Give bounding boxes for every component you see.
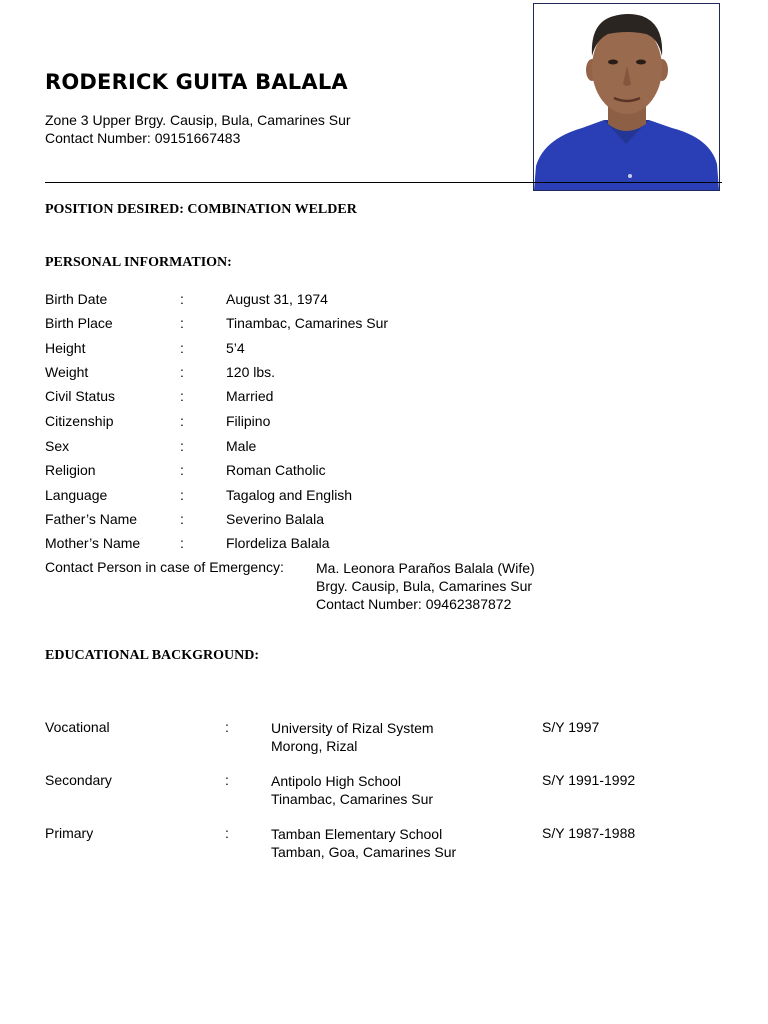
field-value: Filipino [226, 413, 271, 429]
personal-information-heading: PERSONAL INFORMATION: [45, 255, 232, 270]
header-divider [45, 182, 722, 183]
school-info [271, 719, 434, 755]
field-value: Flordeliza Balala [226, 535, 330, 551]
field-value: Roman Catholic [226, 462, 326, 478]
personal-row [0, 438, 768, 458]
field-separator: : [180, 462, 184, 478]
applicant-address: Zone 3 Upper Brgy. Causip, Bula, Camarines Sur [45, 112, 351, 128]
field-label: Mother’s Name [45, 535, 141, 551]
personal-row [0, 364, 768, 384]
school-location: Morong, Rizal [271, 738, 358, 754]
personal-row [0, 315, 768, 335]
school-year: S/Y 1991-1992 [542, 772, 636, 788]
field-separator: : [180, 535, 184, 551]
emergency-contact-label: Contact Person in case of Emergency: [45, 559, 284, 575]
field-separator: : [180, 388, 184, 404]
field-label: Citizenship [45, 413, 114, 429]
field-separator: : [225, 825, 229, 841]
applicant-contact-number: Contact Number: 09151667483 [45, 130, 241, 146]
field-separator: : [180, 291, 184, 307]
education-level: Secondary [45, 772, 112, 788]
field-label: Civil Status [45, 388, 116, 404]
personal-row [0, 487, 768, 507]
field-separator: : [180, 315, 184, 331]
field-value: August 31, 1974 [226, 291, 328, 307]
field-label: Language [45, 487, 108, 503]
field-label: Weight [45, 364, 89, 380]
school-name: University of Rizal System [271, 720, 434, 736]
field-separator: : [180, 511, 184, 527]
educational-background-heading: EDUCATIONAL BACKGROUND: [45, 648, 260, 663]
field-value: Married [226, 388, 274, 404]
field-value: Tinambac, Camarines Sur [226, 315, 389, 331]
field-separator: : [180, 413, 184, 429]
field-label: Religion [45, 462, 96, 478]
field-value: Severino Balala [226, 511, 325, 527]
school-year: S/Y 1997 [542, 719, 600, 735]
field-separator: : [180, 364, 184, 380]
personal-row [0, 413, 768, 433]
field-label: Father’s Name [45, 511, 138, 527]
personal-row [0, 340, 768, 360]
emergency-contact-number: Contact Number: 09462387872 [316, 596, 512, 612]
school-name: Tamban Elementary School [271, 826, 443, 842]
field-value: Male [226, 438, 257, 454]
field-label: Birth Place [45, 315, 113, 331]
education-level: Vocational [45, 719, 110, 735]
applicant-photo [533, 3, 720, 191]
field-value: Tagalog and English [226, 487, 353, 503]
person-portrait-icon [534, 4, 719, 190]
field-separator: : [225, 719, 229, 735]
personal-row [0, 291, 768, 311]
school-info [271, 825, 456, 861]
school-name: Antipolo High School [271, 773, 401, 789]
applicant-name: RODERICK GUITA BALALA [45, 70, 348, 94]
school-info [271, 772, 433, 808]
field-label: Sex [45, 438, 70, 454]
field-value: 5’4 [226, 340, 245, 356]
field-separator: : [225, 772, 229, 788]
personal-row [0, 388, 768, 408]
field-label: Height [45, 340, 86, 356]
position-desired: POSITION DESIRED: COMBINATION WELDER [45, 202, 357, 217]
emergency-contact-name: Ma. Leonora Paraños Balala (Wife) [316, 560, 535, 576]
school-location: Tinambac, Camarines Sur [271, 791, 434, 807]
field-value: 120 lbs. [226, 364, 276, 380]
school-year: S/Y 1987-1988 [542, 825, 636, 841]
field-separator: : [180, 340, 184, 356]
field-separator: : [180, 487, 184, 503]
emergency-contact-address: Brgy. Causip, Bula, Camarines Sur [316, 578, 533, 594]
school-location: Tamban, Goa, Camarines Sur [271, 844, 457, 860]
personal-row [0, 535, 768, 555]
education-level: Primary [45, 825, 94, 841]
personal-row [0, 511, 768, 531]
personal-row [0, 462, 768, 482]
field-separator: : [180, 438, 184, 454]
field-label: Birth Date [45, 291, 108, 307]
emergency-contact-details [316, 559, 535, 613]
